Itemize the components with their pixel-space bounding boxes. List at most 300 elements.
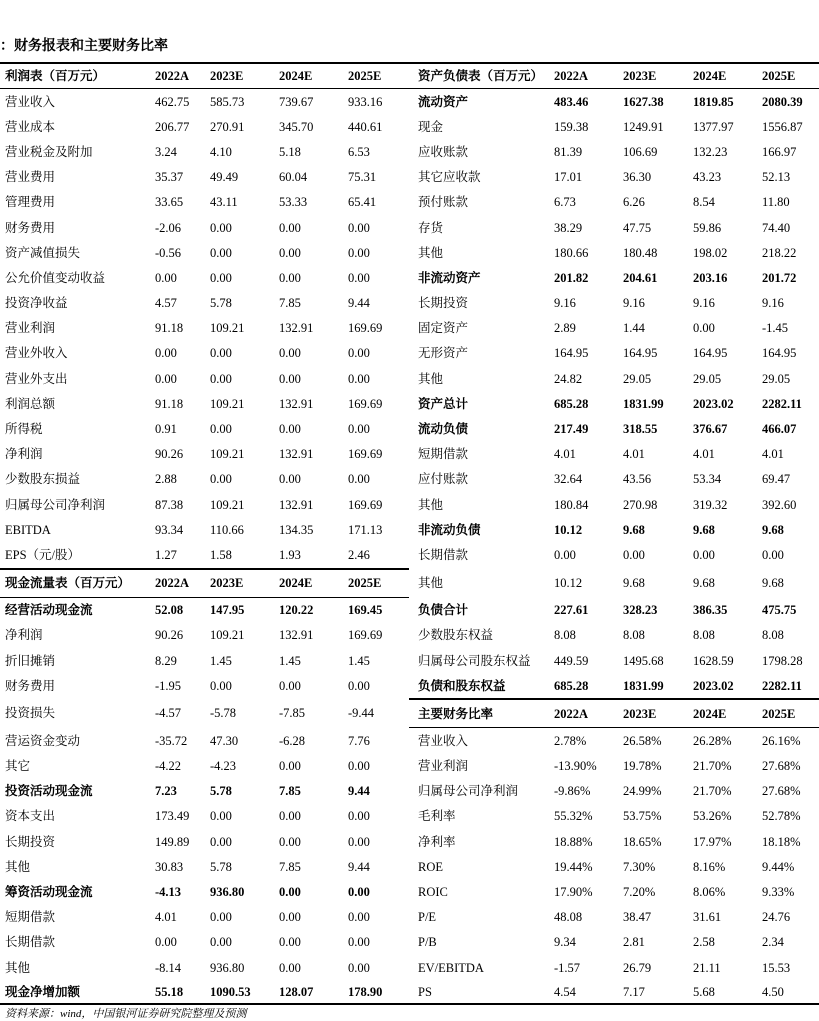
balance-sheet-value-cell: 1556.87 <box>762 119 803 134</box>
income-statement-value-cell: 5.78 <box>210 296 232 311</box>
income-statement-value-cell: 0.00 <box>279 245 301 260</box>
cash-flow-value-cell: 7.76 <box>348 733 370 748</box>
balance-sheet-value-cell: 218.22 <box>762 245 797 260</box>
income-statement-value-cell: 4.10 <box>210 144 232 159</box>
ratios-row-label: ROE <box>418 859 443 874</box>
income-statement-value-cell: 171.13 <box>348 522 383 537</box>
income-statement-row-label: 营业收入 <box>5 94 56 109</box>
income-statement-value-cell: 585.73 <box>210 94 245 109</box>
balance-sheet-value-cell: 8.54 <box>693 195 715 210</box>
ratios-value-cell: 2.81 <box>623 935 645 950</box>
income-statement-value-cell: 0.00 <box>279 422 301 437</box>
cash-flow-value-cell: 0.00 <box>348 759 370 774</box>
balance-sheet-row-label: 预付账款 <box>418 195 469 210</box>
balance-sheet-value-cell: 0.00 <box>762 547 784 562</box>
ratios-value-cell: 24.76 <box>762 910 791 925</box>
cash-flow-value-cell: -5.78 <box>210 706 237 721</box>
balance-sheet-value-cell: 2282.11 <box>762 396 802 411</box>
balance-sheet-value-cell: 36.30 <box>623 170 652 185</box>
cash-flow-value-cell: 1.45 <box>210 653 232 668</box>
income-statement-value-cell: 110.66 <box>210 522 244 537</box>
balance-sheet-value-cell: 217.49 <box>554 422 589 437</box>
year-header: 2025E <box>348 568 409 598</box>
ratios-value-cell: 24.99% <box>623 784 662 799</box>
ratios-value-cell: 7.17 <box>623 980 693 1005</box>
cash-flow-value-cell: 0.00 <box>348 809 370 824</box>
balance-sheet-value-cell: 32.64 <box>554 472 583 487</box>
income-statement-value-cell: 65.41 <box>348 195 377 210</box>
cash-flow-value-cell: 52.08 <box>155 603 184 618</box>
income-statement-value-cell: 6.53 <box>348 144 370 159</box>
ratios-value-cell: 7.20% <box>623 885 656 900</box>
cash-flow-value-cell: 9.44 <box>348 784 370 799</box>
ratios-value-cell: 18.18% <box>762 834 801 849</box>
cash-flow-value-cell: 0.00 <box>279 678 301 693</box>
cash-flow-value-cell: 55.18 <box>155 980 210 1005</box>
income-statement-value-cell: 2.46 <box>348 547 370 562</box>
balance-sheet-value-cell: 0.00 <box>623 547 645 562</box>
balance-sheet-value-cell: 201.72 <box>762 270 797 285</box>
balance-sheet-value-cell: 392.60 <box>762 497 797 512</box>
ratios-value-cell: 55.32% <box>554 809 593 824</box>
balance-sheet-value-cell: 9.68 <box>623 522 645 537</box>
balance-sheet-row-label: 现金 <box>418 119 444 134</box>
ratios-value-cell: 15.53 <box>762 960 791 975</box>
table-caption: ：财务报表和主要财务比率 <box>0 39 168 54</box>
income-statement-value-cell: 0.00 <box>279 220 301 235</box>
balance-sheet-value-cell: 38.29 <box>554 220 583 235</box>
balance-sheet-value-cell: 180.84 <box>554 497 589 512</box>
ratios-value-cell: 9.33% <box>762 885 795 900</box>
cash-flow-value-cell: 30.83 <box>155 859 184 874</box>
balance-sheet-value-cell: 2023.02 <box>693 678 734 693</box>
income-statement-value-cell: 132.91 <box>279 497 314 512</box>
income-statement-value-cell: 0.00 <box>210 472 232 487</box>
income-statement-row-label: EPS（元/股） <box>5 547 81 562</box>
income-statement-row-label: 净利润 <box>5 447 43 462</box>
balance-sheet-value-cell: 1798.28 <box>762 653 803 668</box>
ratios-value-cell: 52.78% <box>762 809 801 824</box>
balance-sheet-value-cell: 227.61 <box>554 603 589 618</box>
balance-sheet-value-cell: 11.80 <box>762 195 790 210</box>
cash-flow-value-cell: 109.21 <box>210 628 245 643</box>
income-statement-value-cell: 134.35 <box>279 522 314 537</box>
ratios-row-label: 营业利润 <box>418 759 469 774</box>
income-statement-value-cell: 169.69 <box>348 396 383 411</box>
balance-sheet-row-label: 无形资产 <box>418 346 469 361</box>
balance-sheet-value-cell: 164.95 <box>554 346 589 361</box>
cash-flow-row-label: 净利润 <box>5 628 43 643</box>
income-statement-value-cell: 109.21 <box>210 497 245 512</box>
income-statement-value-cell: 933.16 <box>348 94 383 109</box>
balance-sheet-value-cell: 9.16 <box>693 296 715 311</box>
balance-sheet-value-cell: 43.56 <box>623 472 652 487</box>
ratios-row-label: P/B <box>418 935 437 950</box>
cash-flow-value-cell: -9.44 <box>348 706 375 721</box>
cash-flow-value-cell: 0.00 <box>279 759 301 774</box>
income-statement-value-cell: 75.31 <box>348 170 377 185</box>
cash-flow-row-label: 财务费用 <box>5 678 56 693</box>
ratios-value-cell: 27.68% <box>762 759 801 774</box>
balance-sheet-value-cell: 47.75 <box>623 220 652 235</box>
balance-sheet-value-cell: 9.16 <box>623 296 645 311</box>
balance-sheet-value-cell: 204.61 <box>623 270 658 285</box>
income-statement-row-label: 营业税金及附加 <box>5 144 93 159</box>
balance-sheet-value-cell: 1831.99 <box>623 396 664 411</box>
balance-sheet-value-cell: 386.35 <box>693 603 728 618</box>
income-statement-value-cell: 169.69 <box>348 321 383 336</box>
year-header: 2024E <box>279 568 348 598</box>
income-statement-value-cell: 60.04 <box>279 170 308 185</box>
income-statement-value-cell: 0.00 <box>155 270 177 285</box>
balance-sheet-row-label: 非流动资产 <box>418 270 481 285</box>
cash-flow-value-cell: 9.44 <box>348 859 370 874</box>
balance-sheet-value-cell: 1.44 <box>623 321 645 336</box>
cash-flow-value-cell: 0.00 <box>279 910 301 925</box>
ratios-value-cell: 8.06% <box>693 885 726 900</box>
cash-flow-value-cell: 90.26 <box>155 628 184 643</box>
balance-sheet-value-cell: 164.95 <box>623 346 658 361</box>
ratios-value-cell: 27.68% <box>762 784 801 799</box>
income-statement-value-cell: 0.00 <box>348 245 370 260</box>
income-statement-value-cell: 206.77 <box>155 119 190 134</box>
balance-sheet-value-cell: 43.23 <box>693 170 722 185</box>
year-header: 2022A <box>554 698 623 728</box>
balance-sheet-value-cell: 2080.39 <box>762 94 803 109</box>
income-statement-value-cell: 0.00 <box>279 371 301 386</box>
year-header: 2024E <box>693 698 762 728</box>
income-statement-value-cell: 109.21 <box>210 447 245 462</box>
income-statement-value-cell: 0.00 <box>348 346 370 361</box>
balance-sheet-value-cell: 159.38 <box>554 119 589 134</box>
balance-sheet-value-cell: 1831.99 <box>623 678 664 693</box>
balance-sheet-value-cell: 6.26 <box>623 195 645 210</box>
ratios-value-cell: 53.75% <box>623 809 662 824</box>
income-statement-value-cell: 0.00 <box>279 346 301 361</box>
income-statement-value-cell: 0.00 <box>210 422 232 437</box>
cash-flow-value-cell: 132.91 <box>279 628 314 643</box>
ratios-value-cell: 4.54 <box>554 980 623 1005</box>
cash-flow-value-cell: -7.85 <box>279 706 306 721</box>
cash-flow-value-cell: 1.45 <box>348 653 370 668</box>
cash-flow-value-cell: 0.00 <box>155 935 177 950</box>
income-statement-value-cell: 270.91 <box>210 119 245 134</box>
ratios-value-cell: -13.90% <box>554 759 597 774</box>
balance-sheet-value-cell: 24.82 <box>554 371 583 386</box>
cash-flow-value-cell: -6.28 <box>279 733 306 748</box>
cash-flow-value-cell: 0.00 <box>210 935 232 950</box>
income-statement-value-cell: 0.00 <box>348 371 370 386</box>
income-statement-value-cell: 109.21 <box>210 321 245 336</box>
balance-sheet-value-cell: 9.68 <box>693 522 715 537</box>
cash-flow-value-cell: 0.00 <box>348 910 370 925</box>
ratios-value-cell: 7.30% <box>623 859 656 874</box>
balance-sheet-value-cell: 4.01 <box>554 447 576 462</box>
cash-flow-value-cell: 0.00 <box>210 834 232 849</box>
cash-flow-value-cell: 173.49 <box>155 809 190 824</box>
balance-sheet-value-cell: 203.16 <box>693 270 728 285</box>
income-statement-row-label: EBITDA <box>5 522 51 537</box>
cash-flow-row-label: 现金净增加额 <box>0 980 155 1005</box>
income-statement-row-label: 财务费用 <box>5 220 56 235</box>
income-statement-header: 利润表（百万元） <box>0 62 155 89</box>
ratios-value-cell: 26.16% <box>762 733 801 748</box>
cash-flow-value-cell: 0.00 <box>348 678 370 693</box>
income-statement-value-cell: 109.21 <box>210 396 245 411</box>
cash-flow-value-cell: 4.01 <box>155 910 177 925</box>
balance-sheet-value-cell: 1628.59 <box>693 653 734 668</box>
cash-flow-row-label: 其他 <box>5 859 31 874</box>
income-statement-value-cell: 0.00 <box>348 220 370 235</box>
income-statement-value-cell: 132.91 <box>279 447 314 462</box>
year-header: 2023E <box>623 62 693 89</box>
income-statement-value-cell: -0.56 <box>155 245 182 260</box>
balance-sheet-value-cell: 9.68 <box>623 575 645 590</box>
cash-flow-value-cell: 0.00 <box>348 834 370 849</box>
income-statement-value-cell: 1.93 <box>279 547 301 562</box>
balance-sheet-row-label: 存货 <box>418 220 444 235</box>
income-statement-row-label: 营业成本 <box>5 119 56 134</box>
income-statement-row-label: 公允价值变动收益 <box>5 270 106 285</box>
income-statement-value-cell: 1.27 <box>155 547 177 562</box>
cash-flow-value-cell: 936.80 <box>210 960 245 975</box>
income-statement-value-cell: 0.00 <box>155 346 177 361</box>
income-statement-value-cell: 5.18 <box>279 144 301 159</box>
balance-sheet-header: 资产负债表（百万元） <box>409 62 554 89</box>
balance-sheet-value-cell: 1819.85 <box>693 94 734 109</box>
income-statement-value-cell: 3.24 <box>155 144 177 159</box>
balance-sheet-value-cell: 9.16 <box>554 296 576 311</box>
cash-flow-value-cell: 47.30 <box>210 733 239 748</box>
balance-sheet-value-cell: 4.01 <box>623 447 645 462</box>
balance-sheet-value-cell: 4.01 <box>762 447 784 462</box>
balance-sheet-row-label: 流动资产 <box>418 94 469 109</box>
balance-sheet-value-cell: 466.07 <box>762 422 797 437</box>
balance-sheet-value-cell: 475.75 <box>762 603 797 618</box>
cash-flow-value-cell: 128.07 <box>279 980 348 1005</box>
income-statement-value-cell: 0.91 <box>155 422 177 437</box>
balance-sheet-value-cell: 0.00 <box>554 547 576 562</box>
balance-sheet-row-label: 短期借款 <box>418 447 469 462</box>
balance-sheet-value-cell: 8.08 <box>554 628 576 643</box>
balance-sheet-row-label: 固定资产 <box>418 321 469 336</box>
cash-flow-value-cell: 0.00 <box>279 960 301 975</box>
ratios-value-cell: 21.70% <box>693 784 732 799</box>
balance-sheet-value-cell: 81.39 <box>554 144 583 159</box>
income-statement-value-cell: 0.00 <box>210 220 232 235</box>
ratios-row-label: 归属母公司净利润 <box>418 784 519 799</box>
balance-sheet-value-cell: 180.66 <box>554 245 589 260</box>
ratios-value-cell: 53.26% <box>693 809 732 824</box>
balance-sheet-value-cell: 328.23 <box>623 603 658 618</box>
balance-sheet-value-cell: 9.16 <box>762 296 784 311</box>
ratios-value-cell: 5.68 <box>693 980 762 1005</box>
income-statement-value-cell: 2.88 <box>155 472 177 487</box>
balance-sheet-value-cell: 10.12 <box>554 522 583 537</box>
financial-statements-table <box>0 62 819 1005</box>
balance-sheet-row-label: 少数股东权益 <box>418 628 494 643</box>
income-statement-value-cell: 0.00 <box>348 422 370 437</box>
year-header: 2022A <box>155 568 210 598</box>
year-header: 2023E <box>210 62 279 89</box>
cash-flow-row-label: 营运资金变动 <box>5 733 81 748</box>
balance-sheet-row-label: 其它应收款 <box>418 170 481 185</box>
ratios-value-cell: 21.11 <box>693 960 721 975</box>
balance-sheet-value-cell: 29.05 <box>623 371 652 386</box>
balance-sheet-row-label: 负债和股东权益 <box>418 678 506 693</box>
cash-flow-value-cell: 5.78 <box>210 859 232 874</box>
ratios-header: 主要财务比率 <box>409 698 554 728</box>
income-statement-value-cell: 43.11 <box>210 195 238 210</box>
balance-sheet-value-cell: 4.01 <box>693 447 715 462</box>
balance-sheet-row-label: 长期借款 <box>418 547 469 562</box>
cash-flow-value-cell: 0.00 <box>279 834 301 849</box>
cash-flow-value-cell: -1.95 <box>155 678 182 693</box>
balance-sheet-value-cell: 69.47 <box>762 472 791 487</box>
income-statement-row-label: 少数股东损益 <box>5 472 81 487</box>
ratios-value-cell: 26.79 <box>623 960 652 975</box>
balance-sheet-value-cell: 29.05 <box>762 371 791 386</box>
income-statement-value-cell: 132.91 <box>279 396 314 411</box>
balance-sheet-row-label: 非流动负债 <box>418 522 481 537</box>
cash-flow-row-label: 长期投资 <box>5 834 56 849</box>
balance-sheet-value-cell: 53.34 <box>693 472 722 487</box>
balance-sheet-value-cell: 685.28 <box>554 678 589 693</box>
balance-sheet-value-cell: 8.08 <box>762 628 784 643</box>
ratios-row-label: 净利率 <box>418 834 456 849</box>
cash-flow-header: 现金流量表（百万元） <box>0 568 155 598</box>
balance-sheet-value-cell: 52.13 <box>762 170 791 185</box>
income-statement-row-label: 资产减值损失 <box>5 245 81 260</box>
ratios-value-cell: -1.57 <box>554 960 581 975</box>
income-statement-value-cell: -2.06 <box>155 220 182 235</box>
income-statement-value-cell: 87.38 <box>155 497 184 512</box>
cash-flow-row-label: 短期借款 <box>5 910 56 925</box>
balance-sheet-row-label: 归属母公司股东权益 <box>418 653 531 668</box>
balance-sheet-value-cell: 8.08 <box>623 628 645 643</box>
balance-sheet-value-cell: 29.05 <box>693 371 722 386</box>
income-statement-value-cell: 440.61 <box>348 119 383 134</box>
balance-sheet-value-cell: 1627.38 <box>623 94 664 109</box>
balance-sheet-value-cell: 1249.91 <box>623 119 664 134</box>
income-statement-value-cell: 53.33 <box>279 195 308 210</box>
balance-sheet-row-label: 应付账款 <box>418 472 469 487</box>
year-header: 2025E <box>762 698 819 728</box>
balance-sheet-value-cell: 270.98 <box>623 497 658 512</box>
ratios-value-cell: 9.34 <box>554 935 576 950</box>
cash-flow-value-cell: 0.00 <box>279 809 301 824</box>
income-statement-value-cell: 0.00 <box>348 472 370 487</box>
cash-flow-value-cell: 0.00 <box>279 885 301 900</box>
income-statement-value-cell: 91.18 <box>155 321 184 336</box>
balance-sheet-value-cell: 132.23 <box>693 144 728 159</box>
income-statement-value-cell: 739.67 <box>279 94 314 109</box>
balance-sheet-row-label: 其他 <box>418 245 444 260</box>
balance-sheet-value-cell: 9.68 <box>762 575 784 590</box>
ratios-value-cell: 48.08 <box>554 910 583 925</box>
year-header: 2022A <box>554 62 623 89</box>
ratios-value-cell: 31.61 <box>693 910 722 925</box>
cash-flow-value-cell: 0.00 <box>210 809 232 824</box>
cash-flow-value-cell: -35.72 <box>155 733 188 748</box>
balance-sheet-value-cell: 319.32 <box>693 497 728 512</box>
year-header: 2024E <box>279 62 348 89</box>
ratios-value-cell: 38.47 <box>623 910 652 925</box>
cash-flow-row-label: 投资损失 <box>5 706 56 721</box>
income-statement-value-cell: 0.00 <box>210 270 232 285</box>
income-statement-value-cell: 0.00 <box>348 270 370 285</box>
cash-flow-value-cell: 0.00 <box>279 935 301 950</box>
cash-flow-value-cell: 5.78 <box>210 784 232 799</box>
balance-sheet-value-cell: 6.73 <box>554 195 576 210</box>
income-statement-value-cell: 9.44 <box>348 296 370 311</box>
cash-flow-value-cell: 1.45 <box>279 653 301 668</box>
cash-flow-row-label: 长期借款 <box>5 935 56 950</box>
ratios-value-cell: 17.90% <box>554 885 593 900</box>
cash-flow-value-cell: -4.13 <box>155 885 182 900</box>
income-statement-value-cell: 169.69 <box>348 497 383 512</box>
income-statement-row-label: 所得税 <box>5 422 43 437</box>
income-statement-value-cell: 93.34 <box>155 522 184 537</box>
balance-sheet-value-cell: 198.02 <box>693 245 728 260</box>
ratios-value-cell: 19.44% <box>554 859 593 874</box>
ratios-value-cell: 17.97% <box>693 834 732 849</box>
ratios-value-cell: 26.28% <box>693 733 732 748</box>
cash-flow-value-cell: 7.85 <box>279 859 301 874</box>
ratios-row-label: PS <box>409 980 554 1005</box>
year-header: 2023E <box>210 568 279 598</box>
balance-sheet-value-cell: 1377.97 <box>693 119 734 134</box>
income-statement-value-cell: 0.00 <box>279 472 301 487</box>
cash-flow-value-cell: 0.00 <box>348 935 370 950</box>
cash-flow-value-cell: 0.00 <box>348 885 370 900</box>
cash-flow-row-label: 折旧摊销 <box>5 653 56 668</box>
cash-flow-row-label: 其它 <box>5 759 31 774</box>
ratios-value-cell: 18.65% <box>623 834 662 849</box>
cash-flow-row-label: 其他 <box>5 960 31 975</box>
ratios-value-cell: 19.78% <box>623 759 662 774</box>
year-header: 2024E <box>693 62 762 89</box>
cash-flow-value-cell: 120.22 <box>279 603 314 618</box>
income-statement-value-cell: 35.37 <box>155 170 184 185</box>
ratios-row-label: 营业收入 <box>418 733 469 748</box>
income-statement-value-cell: 49.49 <box>210 170 239 185</box>
ratios-value-cell: -9.86% <box>554 784 591 799</box>
cash-flow-value-cell: 147.95 <box>210 603 245 618</box>
ratios-row-label: ROIC <box>418 885 448 900</box>
cash-flow-value-cell: 1090.53 <box>210 980 279 1005</box>
income-statement-value-cell: 169.69 <box>348 447 383 462</box>
cash-flow-row-label: 资本支出 <box>5 809 56 824</box>
year-header: 2025E <box>348 62 409 89</box>
ratios-value-cell: 8.16% <box>693 859 726 874</box>
cash-flow-value-cell: -4.22 <box>155 759 182 774</box>
cash-flow-value-cell: -4.23 <box>210 759 237 774</box>
balance-sheet-value-cell: 164.95 <box>693 346 728 361</box>
year-header: 2022A <box>155 62 210 89</box>
balance-sheet-value-cell: 685.28 <box>554 396 589 411</box>
income-statement-row-label: 营业费用 <box>5 170 56 185</box>
income-statement-row-label: 营业外支出 <box>5 371 68 386</box>
balance-sheet-row-label: 其他 <box>418 497 444 512</box>
cash-flow-value-cell: 7.23 <box>155 784 177 799</box>
income-statement-row-label: 投资净收益 <box>5 296 68 311</box>
cash-flow-value-cell: 178.90 <box>348 980 409 1005</box>
balance-sheet-value-cell: 1495.68 <box>623 653 664 668</box>
income-statement-row-label: 利润总额 <box>5 396 56 411</box>
income-statement-value-cell: 0.00 <box>155 371 177 386</box>
income-statement-value-cell: 91.18 <box>155 396 184 411</box>
